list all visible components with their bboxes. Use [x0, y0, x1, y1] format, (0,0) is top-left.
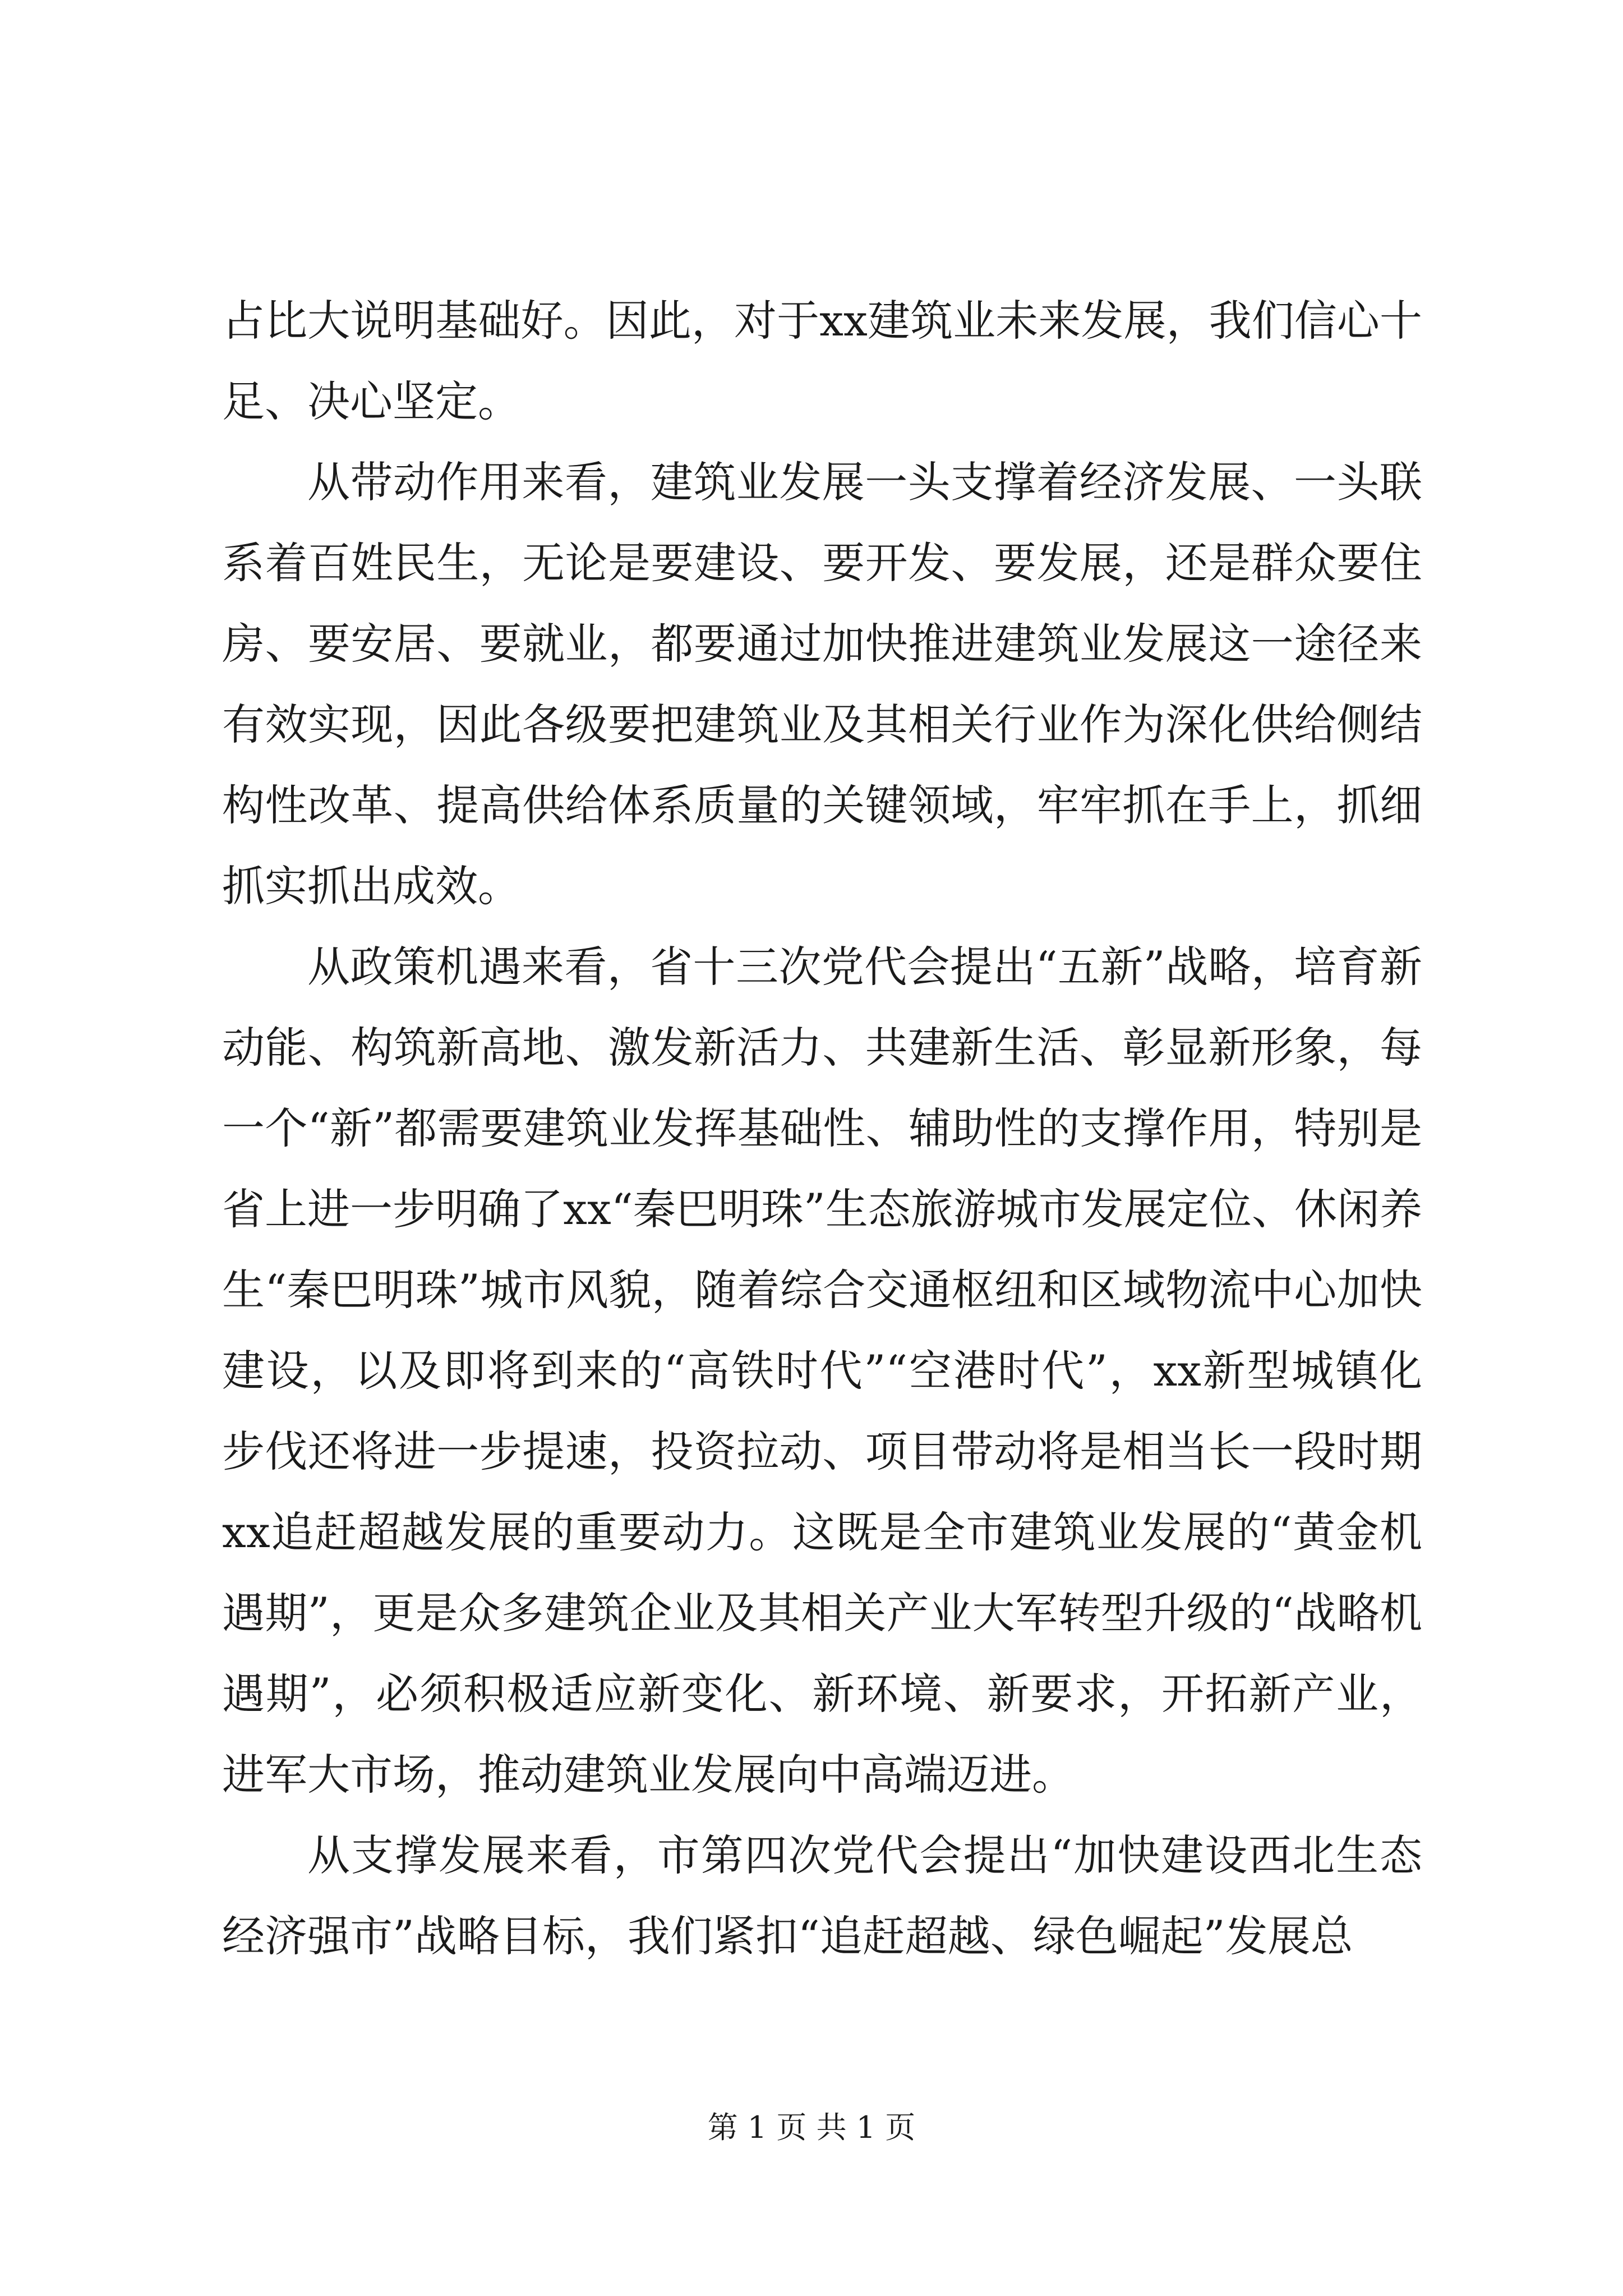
- paragraph-2: 从带动作用来看，建筑业发展一头支撑着经济发展、一头联系着百姓民生，无论是要建设、要开发、要发展，还是群众要住房、要安居、要就业，都要通过加快推进建筑业发展这一途径来有效实现，因此各级要把建筑业及其相关行业作为深化供给侧结构性改革、提高供给体系质量的关键领域，牢牢抓在手上，抓细抓实抓出成效。: [222, 457, 1422, 911]
- paragraph-4: 从支撑发展来看，市第四次党代会提出“加快建设西北生态经济强市”战略目标，我们紧扣“追赶超越、绿色崛起”发展总: [222, 1830, 1422, 1961]
- document-body: [222, 280, 1422, 1977]
- page-footer: 第 1 页 共 1 页: [707, 2110, 916, 2145]
- paragraph-3: 从政策机遇来看，省十三次党代会提出“五新”战略，培育新动能、构筑新高地、激发新活力、共建新生活、彰显新形象，每一个“新”都需要建筑业发挥基础性、辅助性的支撑作用，特别是省上进一步明确了xx“秦巴明珠”生态旅游城市发展定位、休闲养生“秦巴明珠”城市风貌，随着综合交通枢纽和区域物流中心加快建设，以及即将到来的“高铁时代”“空港时代”，xx新型城镇化步伐还将进一步提速，投资拉动、项目带动将是相当长一段时期xx追赶超越发展的重要动力。这既是全市建筑业发展的“黄金机遇期”，更是众多建筑企业及其相关产业大军转型升级的“战略机遇期”，必须积极适应新变化、新环境、新要求，开拓新产业，进军大市场，推动建筑业发展向中高端迈进。: [222, 942, 1422, 1800]
- paragraph-1: 占比大说明基础好。因此，对于xx建筑业未来发展，我们信心十足、决心坚定。: [222, 296, 1422, 426]
